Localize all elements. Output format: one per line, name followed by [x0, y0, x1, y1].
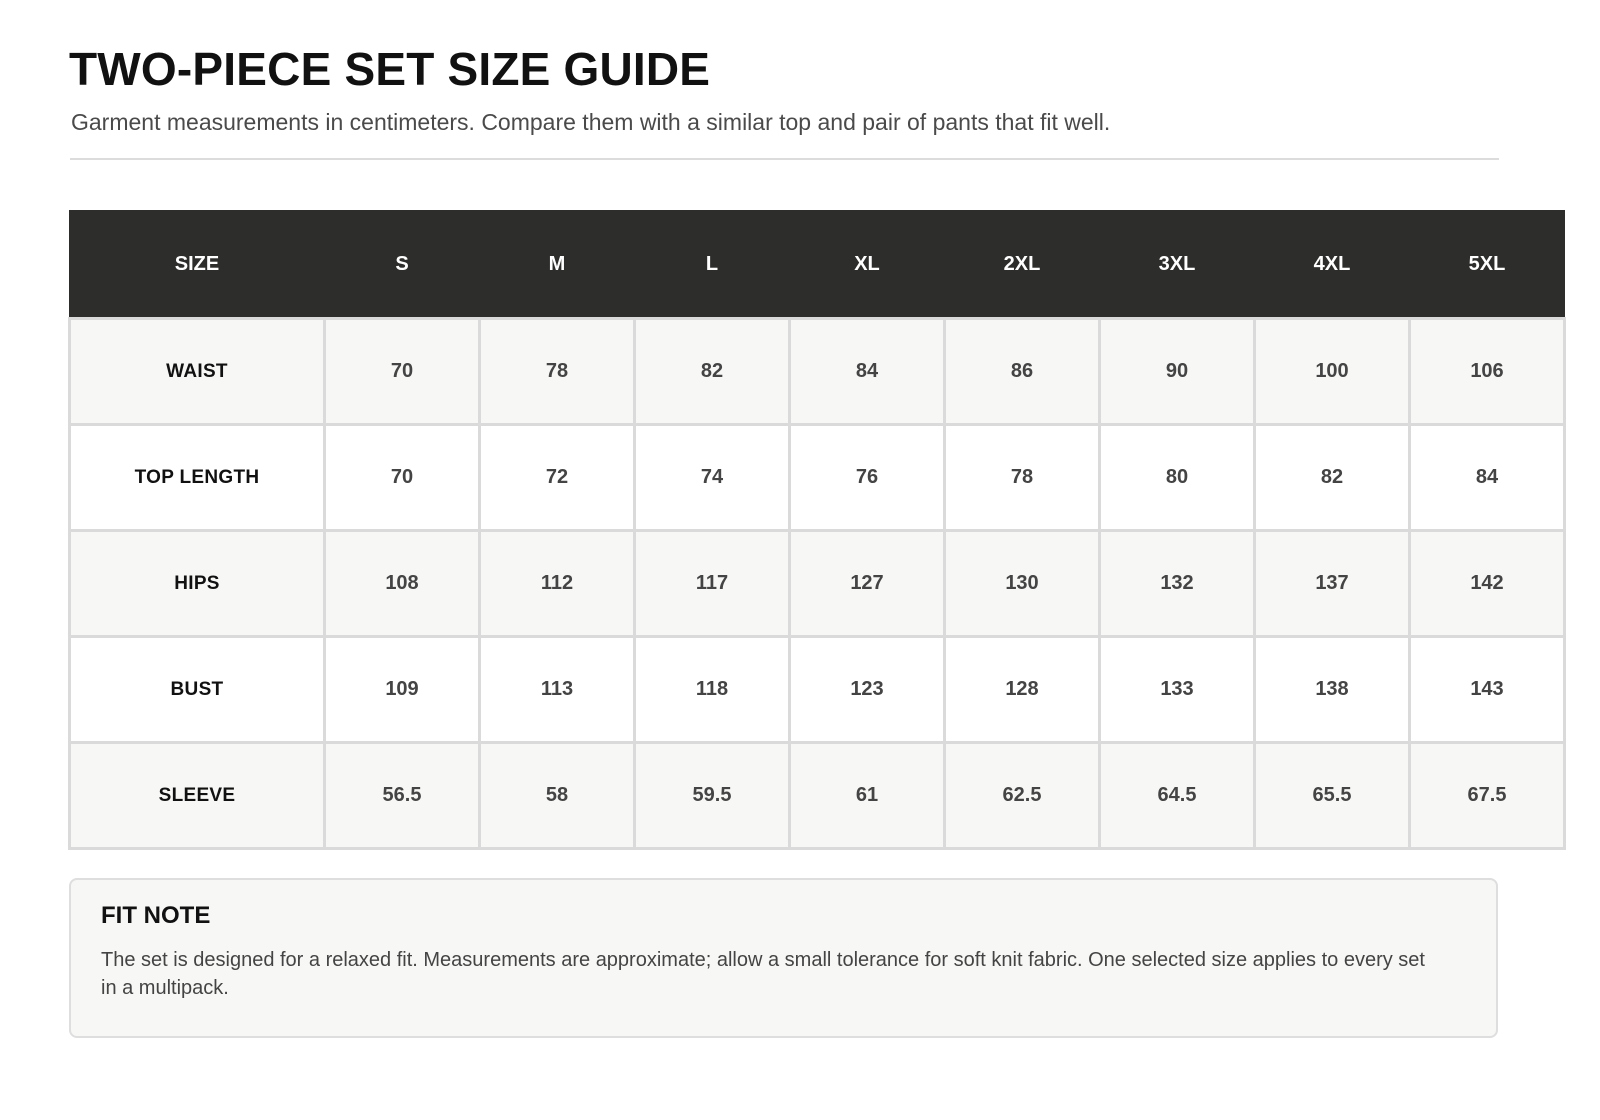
- row-label: HIPS: [70, 531, 325, 637]
- fit-note-box: [69, 878, 1498, 1038]
- table-cell: 78: [945, 425, 1100, 531]
- table-cell: 108: [325, 531, 480, 637]
- table-row-top-length: [70, 425, 1565, 531]
- table-cell: 100: [1255, 319, 1410, 425]
- table-cell: 78: [480, 319, 635, 425]
- table-cell: 133: [1100, 637, 1255, 743]
- table-cell: 82: [1255, 425, 1410, 531]
- table-cell: 59.5: [635, 743, 790, 849]
- table-cell: 84: [790, 319, 945, 425]
- size-chart-table: [68, 210, 1566, 850]
- table-cell: 74: [635, 425, 790, 531]
- table-cell: 132: [1100, 531, 1255, 637]
- row-label: SLEEVE: [70, 743, 325, 849]
- row-label: BUST: [70, 637, 325, 743]
- table-cell: 86: [945, 319, 1100, 425]
- page-subtitle: Garment measurements in centimeters. Compare them with a similar top and pair of pants that fit well.: [71, 109, 1111, 135]
- table-cell: 130: [945, 531, 1100, 637]
- table-row-hips: [70, 531, 1565, 637]
- size-chart-body: [70, 319, 1565, 849]
- size-chart-header: [70, 211, 1565, 319]
- table-cell: 65.5: [1255, 743, 1410, 849]
- column-header-size: SIZE: [70, 211, 325, 319]
- column-header-4xl: 4XL: [1255, 211, 1410, 319]
- row-label: WAIST: [70, 319, 325, 425]
- table-cell: 90: [1100, 319, 1255, 425]
- table-cell: 61: [790, 743, 945, 849]
- page-title: TWO-PIECE SET SIZE GUIDE: [69, 43, 711, 95]
- table-cell: 138: [1255, 637, 1410, 743]
- table-cell: 58: [480, 743, 635, 849]
- table-cell: 137: [1255, 531, 1410, 637]
- table-cell: 127: [790, 531, 945, 637]
- table-cell: 84: [1410, 425, 1565, 531]
- header-divider: [70, 158, 1499, 160]
- fit-note-text: The set is designed for a relaxed fit. Measurements are approximate; allow a small tolerance for soft knit fabric. One selected size applies to every set in a multipack.: [101, 949, 1425, 999]
- table-cell: 128: [945, 637, 1100, 743]
- header-row: [70, 211, 1565, 319]
- table-cell: 123: [790, 637, 945, 743]
- table-cell: 67.5: [1410, 743, 1565, 849]
- column-header-l: L: [635, 211, 790, 319]
- row-label: TOP LENGTH: [70, 425, 325, 531]
- table-cell: 56.5: [325, 743, 480, 849]
- table-row-sleeve: [70, 743, 1565, 849]
- table-cell: 112: [480, 531, 635, 637]
- table-cell: 62.5: [945, 743, 1100, 849]
- table-row-waist: [70, 319, 1565, 425]
- table-cell: 76: [790, 425, 945, 531]
- fit-note-title: FIT NOTE: [101, 902, 211, 929]
- table-cell: 106: [1410, 319, 1565, 425]
- column-header-5xl: 5XL: [1410, 211, 1565, 319]
- column-header-3xl: 3XL: [1100, 211, 1255, 319]
- table-cell: 80: [1100, 425, 1255, 531]
- table-cell: 82: [635, 319, 790, 425]
- table-cell: 142: [1410, 531, 1565, 637]
- column-header-m: M: [480, 211, 635, 319]
- column-header-xl: XL: [790, 211, 945, 319]
- table-row-bust: [70, 637, 1565, 743]
- table-cell: 70: [325, 319, 480, 425]
- table-cell: 64.5: [1100, 743, 1255, 849]
- table-cell: 118: [635, 637, 790, 743]
- table-cell: 143: [1410, 637, 1565, 743]
- table-cell: 70: [325, 425, 480, 531]
- table-cell: 113: [480, 637, 635, 743]
- table-cell: 72: [480, 425, 635, 531]
- table-cell: 109: [325, 637, 480, 743]
- table-cell: 117: [635, 531, 790, 637]
- column-header-s: S: [325, 211, 480, 319]
- column-header-2xl: 2XL: [945, 211, 1100, 319]
